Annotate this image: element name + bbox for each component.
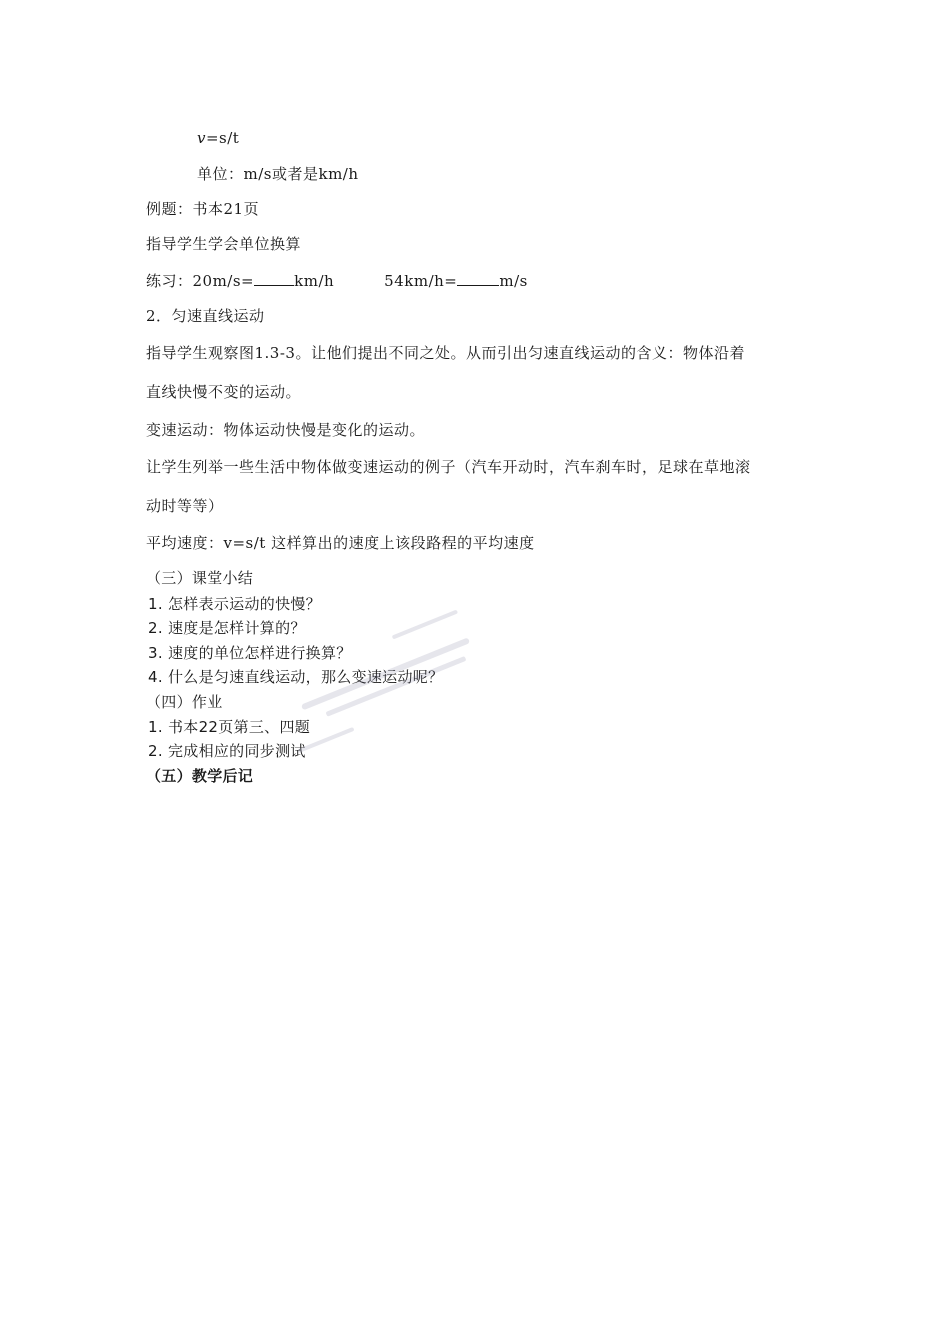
speed-formula	[197, 128, 239, 148]
section-2-title: 2．匀速直线运动	[146, 307, 265, 325]
uniform-motion-para-line-2: 直线快慢不变的运动。	[146, 383, 302, 401]
formula-rest: =s/t	[205, 129, 240, 147]
examples-para-line-2: 动时等等）	[146, 497, 224, 515]
variable-motion-definition: 变速运动：物体运动快慢是变化的运动。	[146, 421, 426, 439]
summary-heading: （三）课堂小结	[146, 569, 254, 587]
average-speed-line: 平均速度：v=s/t 这样算出的速度上该段路程的平均速度	[146, 534, 535, 552]
summary-item: 2. 速度是怎样计算的？	[148, 619, 306, 637]
summary-item: 1. 怎样表示运动的快慢？	[148, 595, 321, 613]
homework-item: 2. 完成相应的同步测试	[148, 742, 306, 760]
homework-heading: （四）作业	[146, 693, 223, 711]
example-line: 例题：书本21页	[146, 200, 260, 218]
practice-middle: 54km/h=	[384, 272, 458, 290]
guide-unit-conversion: 指导学生学会单位换算	[146, 235, 302, 253]
summary-item: 4. 什么是匀速直线运动，那么变速运动呢？	[148, 668, 444, 686]
uniform-motion-para-line-1: 指导学生观察图1.3-3。让他们提出不同之处。从而引出匀速直线运动的含义：物体沿着	[146, 344, 745, 362]
answer-blank-2	[457, 270, 499, 286]
practice-line	[146, 270, 528, 291]
afterword-heading: （五）教学后记	[146, 767, 254, 785]
answer-blank-1	[254, 270, 294, 286]
practice-prefix: 练习：20m/s=	[146, 272, 255, 290]
velocity-symbol: v	[197, 129, 206, 147]
examples-para-line-1: 让学生列举一些生活中物体做变速运动的例子（汽车开动时，汽车刹车时，足球在草地滚	[146, 458, 751, 476]
homework-item: 1. 书本22页第三、四题	[148, 718, 311, 736]
practice-unit-2: m/s	[499, 272, 528, 290]
practice-unit-1: km/h	[294, 272, 335, 290]
unit-line: 单位：m/s或者是km/h	[197, 165, 359, 183]
summary-item: 3. 速度的单位怎样进行换算？	[148, 644, 352, 662]
